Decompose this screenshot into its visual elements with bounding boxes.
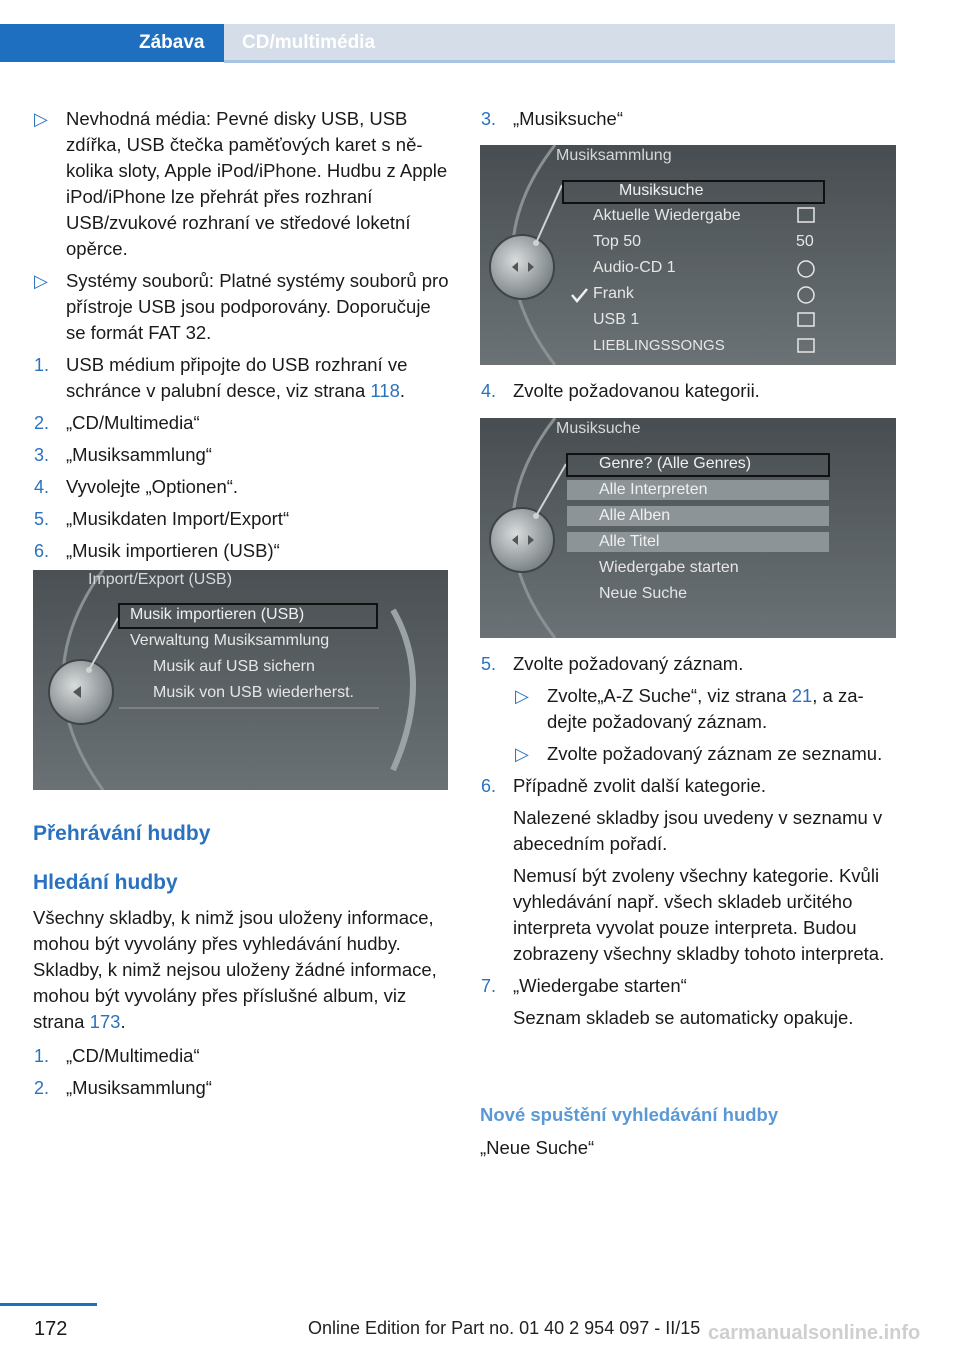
step-note: Nalezené skladby jsou uvedeny v seznamu v abecedním pořadí. (513, 807, 883, 854)
bullet-text: Nevhodná média: Pevné disky USB, USB zdířka, USB čtečka paměťových karet s několika sloty, Apple iPod/iPhone. Hudbu z Apple iPod/iPhone lze přehrát přes rozhraní USB/zvukové rozhraní ve středové loketní opěrce. (66, 108, 448, 259)
step-text: „CD/Multimedia“ (66, 1045, 200, 1066)
idrive-screenshot-musiksammlung (480, 145, 896, 365)
page-link[interactable]: 21 (791, 685, 813, 706)
right-step-3 (481, 106, 896, 132)
menu-item[interactable]: Verwaltung Musiksammlung (130, 632, 330, 649)
menu-item-value: 50 (796, 233, 814, 250)
list-item (481, 651, 896, 677)
bullet-marker: ▷ (515, 686, 529, 706)
list-item (34, 352, 449, 404)
step-marker: 7. (481, 976, 497, 996)
page-header (0, 24, 895, 62)
right-steps (481, 651, 896, 1031)
menu-item[interactable]: USB 1 (593, 311, 640, 328)
bullet-marker: ▷ (515, 744, 529, 764)
list-item (481, 741, 896, 767)
section-tab-label: CD/multimédia (242, 32, 376, 53)
list-item (34, 410, 449, 436)
menu-item[interactable]: Alle Alben (599, 507, 671, 524)
step-text: Vyvolejte „Optionen“. (66, 476, 239, 497)
step-text: „Wiedergabe starten“ (513, 975, 687, 996)
paragraph (33, 905, 448, 1035)
menu-item[interactable]: Frank (593, 285, 634, 302)
watermark: carmanualsonline.info (708, 1322, 921, 1344)
list-item (34, 538, 449, 564)
paragraph-end: . (120, 1011, 126, 1032)
chapter-tab[interactable] (0, 24, 224, 62)
idrive-screenshot-musiksuche (480, 418, 896, 638)
left-steps-2 (34, 1043, 449, 1101)
bullet-text: Zvolte požadovaný záznam ze seznamu. (547, 743, 883, 764)
bullet-text: Systémy souborů: Platné systémy souborů pro přístroje USB jsou podporovány. Doporučuje se formát FAT 32. (66, 270, 449, 343)
menu-item[interactable]: Audio-CD 1 (593, 259, 676, 276)
screen-title: Musiksammlung (556, 147, 672, 164)
bullet-text-end: , a zadejte požadovaný záznam. (547, 685, 864, 732)
step-marker: 3. (34, 445, 50, 465)
section-tab[interactable] (224, 24, 895, 62)
paragraph: „Neue Suche“ (480, 1137, 595, 1158)
list-item (481, 378, 896, 404)
menu-item[interactable]: Musik auf USB sichern (153, 658, 315, 675)
menu-item[interactable]: Musik von USB wiederherst. (153, 684, 354, 701)
list-item (34, 1043, 449, 1069)
list-item (481, 106, 896, 132)
minor-heading: Nové spuštění vyhledávání hudby (480, 1104, 779, 1125)
menu-item[interactable]: Alle Titel (599, 533, 660, 550)
list-item (34, 442, 449, 468)
page-link[interactable]: 118 (370, 380, 400, 401)
bullet-marker: ▷ (34, 109, 48, 129)
page-link[interactable]: 173 (89, 1011, 121, 1032)
menu-item[interactable]: Musik importieren (USB) (130, 606, 305, 623)
page-number: 172 (34, 1318, 68, 1340)
list-item (34, 106, 449, 262)
bullet-text: Zvolte„A-Z Suche“, viz strana (547, 685, 792, 706)
list-item (34, 1075, 449, 1101)
chapter-tab-label: Zábava (139, 32, 205, 53)
step-text: USB médium připojte do USB rozhraní ve schránce v palubní desce, viz strana (66, 354, 408, 401)
footer-divider (0, 1303, 97, 1306)
list-item (34, 474, 449, 500)
step-marker: 4. (481, 381, 497, 401)
step-marker: 5. (481, 654, 497, 674)
list-item (481, 683, 896, 735)
menu-item[interactable]: Musiksuche (619, 182, 704, 199)
list-item (481, 773, 896, 967)
step-note: Nemusí být zvoleny všechny kategorie. Kvůli vyhledávání např. všech skladeb určitého interpreta vyvolat pouze interpreta. Budou zobrazeny všechny skladby tohoto interpreta. (513, 865, 885, 964)
menu-item[interactable]: Genre? (Alle Genres) (599, 455, 752, 472)
menu-item[interactable]: LIEBLINGSSONGS (593, 337, 725, 354)
step-marker: 5. (34, 509, 50, 529)
step-marker: 1. (34, 355, 50, 375)
step-text: „Musik importieren (USB)“ (66, 540, 280, 561)
step-marker: 2. (34, 1078, 50, 1098)
screen-title: Musiksuche (556, 420, 641, 437)
step-text-end: . (399, 380, 406, 401)
menu-item[interactable]: Wiedergabe starten (599, 559, 739, 576)
bullet-marker: ▷ (34, 271, 48, 291)
step-marker: 2. (34, 413, 50, 433)
menu-item[interactable]: Alle Interpreten (599, 481, 708, 498)
list-item (34, 268, 449, 346)
step-marker: 1. (34, 1046, 50, 1066)
step-note: Seznam skladeb se automaticky opakuje. (513, 1007, 854, 1028)
list-item (34, 506, 449, 532)
step-text: Zvolte požadovanou kategorii. (513, 380, 760, 401)
paragraph-text: Všechny skladby, k nimž jsou uloženy informace, mohou být vyvolány přes vyhledávání hudby. Skladby, k nimž nejsou uloženy žádné informace, mohou být vyvolány přes příslušné album, viz strana (33, 907, 437, 1032)
step-text: „CD/Multimedia“ (66, 412, 200, 433)
step-marker: 4. (34, 477, 50, 497)
step-text: „Musiksuche“ (513, 108, 623, 129)
step-text: „Musiksammlung“ (66, 1077, 212, 1098)
step-text: „Musikdaten Import/Export“ (66, 508, 290, 529)
left-column (34, 106, 449, 564)
step-marker: 6. (34, 541, 50, 561)
step-text: Zvolte požadovaný záznam. (513, 653, 744, 674)
section-title: Přehrávání hudby (33, 822, 211, 845)
step-text: „Musiksammlung“ (66, 444, 212, 465)
step-text: Případně zvolit další kategorie. (513, 775, 766, 796)
list-item (481, 973, 896, 1031)
subsection-title: Hledání hudby (33, 871, 178, 894)
header-divider (224, 60, 895, 63)
edition-text: Online Edition for Part no. 01 40 2 954 097 - II/15 (308, 1318, 701, 1338)
menu-item[interactable]: Aktuelle Wiedergabe (593, 207, 741, 224)
right-step-4 (481, 378, 896, 404)
step-marker: 3. (481, 109, 497, 129)
screen-title: Import/Export (USB) (88, 571, 233, 588)
step-marker: 6. (481, 776, 497, 796)
idrive-screenshot-import-export (33, 570, 448, 790)
menu-item[interactable]: Top 50 (593, 233, 642, 250)
menu-item[interactable]: Neue Suche (599, 585, 688, 602)
